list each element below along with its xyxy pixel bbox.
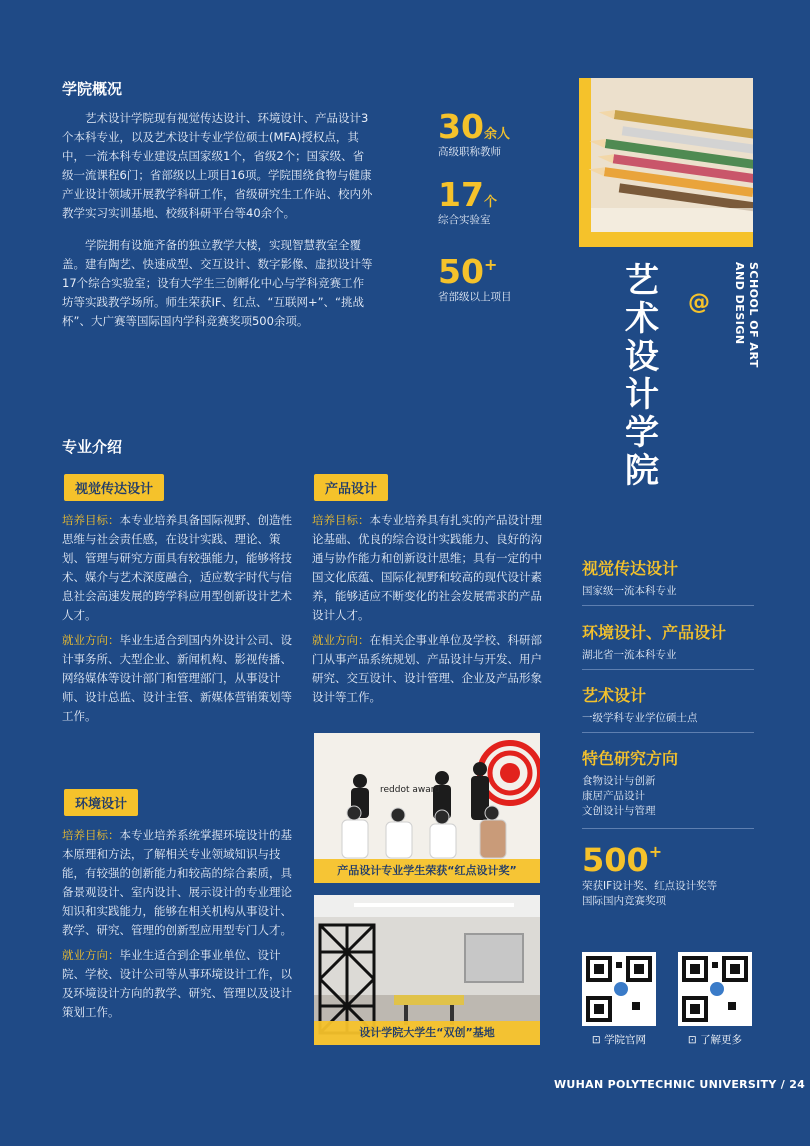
stat-number: 50 — [438, 252, 484, 291]
overview-title: 学院概况 — [62, 80, 123, 98]
divider — [582, 669, 754, 670]
awards-line: 荣获IF设计奖、红点设计奖等 — [582, 880, 718, 892]
tag-product-design: 产品设计 — [314, 474, 388, 501]
qr-website[interactable] — [582, 952, 656, 1047]
divider — [582, 732, 754, 733]
qr-more[interactable] — [678, 952, 752, 1047]
link-icon: ⊡ — [687, 1034, 701, 1046]
job-label: 就业方向： — [312, 633, 370, 647]
stat-label: 省部级以上项目 — [438, 291, 512, 303]
overview-paragraph-1: 艺术设计学院现有视觉传达设计、环境设计、产品设计3个本科专业，以及艺术设计专业学位硕士(MFA)授权点，其中，一流本科专业建设点国家级1个，省级2个；国家级、省级一流课程6门；省部级以上项目16项。学院围绕食物与健康产业设计领域开展教学科研工作，省级研究生工作站、校内外教学实习实训基地、校级科研平台等40余个。 — [62, 111, 373, 220]
highlight-visual — [582, 556, 754, 598]
highlight-sub: 食物设计与创新 — [582, 775, 656, 787]
goal-label: 培养目标： — [312, 513, 370, 527]
majors-title: 专业介绍 — [62, 438, 123, 456]
footer-university: WUHAN POLYTECHNIC UNIVERSITY — [554, 1078, 777, 1091]
tag-visual-communication: 视觉传达设计 — [64, 474, 164, 501]
tag-environment-design: 环境设计 — [64, 789, 138, 816]
at-icon: @ — [688, 290, 710, 315]
job-label: 就业方向： — [62, 948, 120, 962]
stat-unit: 个 — [483, 195, 497, 210]
awards-stat — [582, 842, 754, 908]
job-text: 毕业生适合到企事业单位、设计院、学校、设计公司等从事环境设计工作，以及环境设计方向的教学、研究、管理以及设计策划工作。 — [62, 948, 292, 1019]
highlight-sub: 文创设计与管理 — [582, 805, 656, 817]
job-text: 在相关企事业单位及学校、科研部门从事产品系统规划、产品设计与开发、用户研究、交互设计、设计管理、企业及产品形象设计等工作。 — [312, 633, 542, 704]
highlight-research — [582, 746, 754, 818]
visual-communication-text — [62, 511, 292, 726]
innovation-base-caption: 设计学院大学生“双创”基地 — [314, 1021, 540, 1045]
job-label: 就业方向： — [62, 633, 120, 647]
highlight-sub: 一级学科专业学位硕士点 — [582, 712, 698, 724]
highlight-title: 特色研究方向 — [582, 749, 679, 768]
stat-plus: + — [483, 255, 498, 274]
award-photo — [314, 733, 540, 883]
photo-frame-bottom — [579, 245, 753, 247]
highlight-sub: 湖北省一流本科专业 — [582, 649, 677, 661]
stat-label: 综合实验室 — [438, 214, 491, 226]
qr-label: ⊡ 学院官网 — [591, 1034, 647, 1046]
stat-unit: 余人 — [483, 127, 510, 142]
job-text: 毕业生适合到国内外设计公司、设计事务所、大型企业、新闻机构、影视传播、网络媒体等设计部门和管理部门，从事设计师、设计总监、设计主管、新媒体营销策划等工作。 — [62, 633, 292, 723]
stat-label: 高级职称教师 — [438, 146, 501, 158]
awards-number: 500 — [582, 841, 649, 879]
environment-design-text — [62, 826, 292, 1022]
school-name-en-line2: AND DESIGN — [733, 262, 746, 345]
school-name-cn: 艺术设计学院 — [625, 261, 659, 491]
awards-line: 国际国内竞赛奖项 — [582, 895, 666, 907]
award-photo-caption: 产品设计专业学生荣获“红点设计奖” — [314, 859, 540, 883]
innovation-base-photo — [314, 895, 540, 1045]
divider — [582, 605, 754, 606]
awards-plus: + — [648, 842, 663, 861]
reddot-sign: reddot award — [380, 785, 441, 795]
footer-separator: / — [780, 1078, 786, 1091]
goal-label: 培养目标： — [62, 513, 120, 527]
school-name-en-line1: SCHOOL OF ART — [747, 262, 760, 368]
stat-teachers — [438, 107, 510, 159]
goal-text: 本专业培养系统掌握环境设计的基本原理和方法，了解相关专业领域知识与技能，有较强的创新能力和较高的综合素质，具备景观设计、室内设计、展示设计的专业理论知识和实践能力，能够在相关机构从事设计、教学、研究、管理的创新型应用型专门人才。 — [62, 828, 292, 937]
highlight-sub: 国家级一流本科专业 — [582, 585, 677, 597]
highlight-title: 环境设计、产品设计 — [582, 623, 727, 642]
divider — [582, 828, 754, 829]
stat-projects — [438, 252, 512, 304]
goal-text: 本专业培养具有扎实的产品设计理论基础、优良的综合设计实践能力、良好的沟通与协作能力和创新设计思维；具有一定的中国文化底蕴、国际化视野和较高的现代设计素养，能够适应不断变化的社会发展需求的产品设计人才。 — [312, 513, 542, 622]
goal-text: 本专业培养具备国际视野、创造性思维与社会责任感，在设计实践、理论、策划、管理与研究方面具有较强能力，能够将技术、媒介与艺术深度融合，适应数字时代与信息社会高速发展的跨学科应用型创新设计艺术人才。 — [62, 513, 292, 622]
page-number: 24 — [789, 1078, 806, 1091]
highlight-sub: 康居产品设计 — [582, 790, 645, 802]
highlight-title: 艺术设计 — [582, 686, 647, 705]
stat-number: 30 — [438, 107, 484, 146]
product-design-text — [312, 511, 542, 707]
highlight-art-design — [582, 683, 754, 725]
school-name-en — [732, 262, 760, 368]
highlight-env-product — [582, 620, 754, 662]
overview-paragraph-2: 学院拥有设施齐备的独立教学大楼，实现智慧教室全覆盖。建有陶艺、快速成型、交互设计、数字影像、虚拟设计等17个综合实验室；设有大学生三创孵化中心与学科竞赛工作坊等实践教学场所。师生荣获IF、红点、“互联网+”、“挑战杯”、大广赛等国际国内学科竞赛奖项500余项。 — [62, 238, 373, 328]
qr-code-icon[interactable] — [678, 952, 752, 1026]
footer — [554, 1078, 805, 1091]
pencils-photo — [579, 78, 753, 245]
link-icon: ⊡ — [591, 1034, 605, 1046]
overview-text — [62, 109, 374, 331]
highlight-title: 视觉传达设计 — [582, 559, 679, 578]
goal-label: 培养目标： — [62, 828, 120, 842]
qr-label: ⊡ 了解更多 — [687, 1034, 743, 1046]
stat-labs — [438, 175, 497, 227]
stat-number: 17 — [438, 175, 484, 214]
qr-code-icon[interactable] — [582, 952, 656, 1026]
